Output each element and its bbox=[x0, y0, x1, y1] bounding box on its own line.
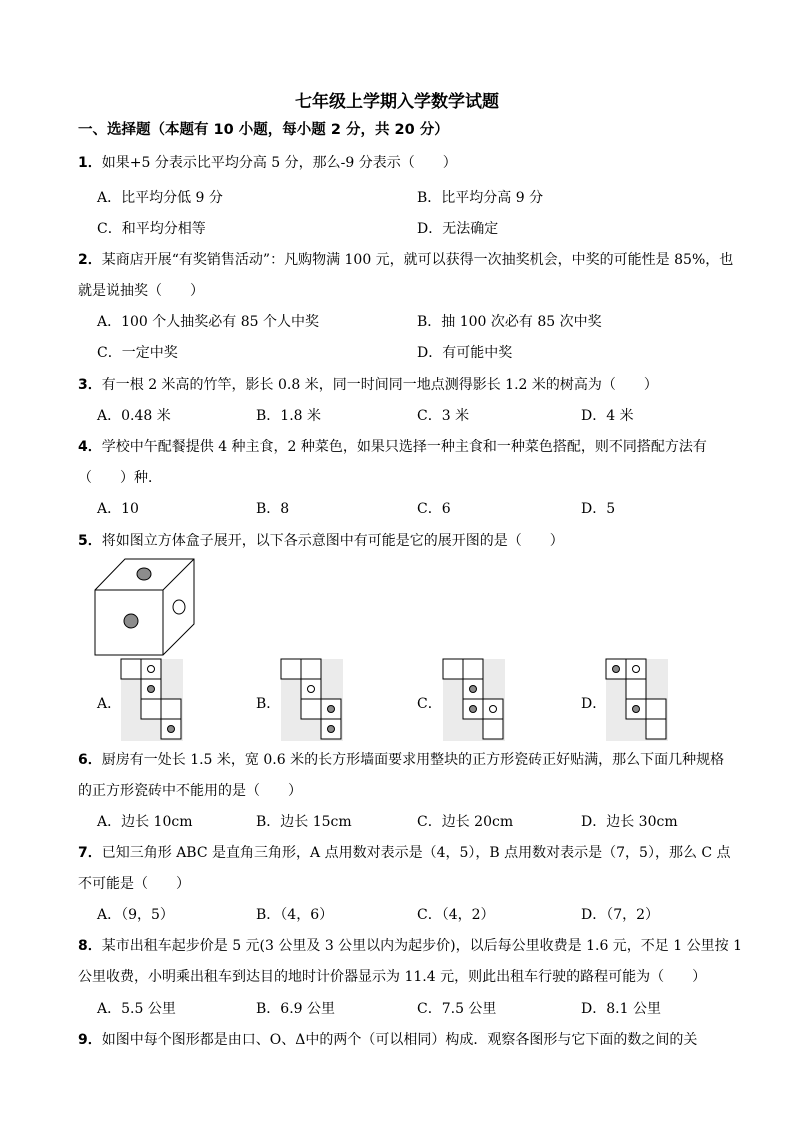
q6-option-c[interactable]: C．边长 20cm bbox=[417, 814, 514, 830]
q4-option-d[interactable]: D．5 bbox=[581, 501, 616, 517]
q5-option-d[interactable]: D． bbox=[581, 696, 607, 712]
q6-option-d[interactable]: D．边长 30cm bbox=[581, 814, 678, 830]
q4-option-b[interactable]: B．8 bbox=[256, 501, 290, 517]
question-9: 9．如图中每个图形都是由口、O、Δ中的两个（可以相同）构成．观察各图形与它下面的数之间的关 bbox=[78, 1032, 698, 1048]
q5-net-c[interactable] bbox=[443, 659, 505, 741]
cube-front-dot bbox=[124, 614, 138, 628]
q1-option-a[interactable]: A．比平均分低 9 分 bbox=[97, 190, 223, 206]
cube-top-dot bbox=[137, 568, 151, 580]
question-4-line-2: （ ）种． bbox=[78, 470, 162, 486]
q8-option-c[interactable]: C．7.5 公里 bbox=[417, 1001, 497, 1017]
q7-option-a[interactable]: A．（9，5） bbox=[97, 907, 174, 923]
q3-option-c[interactable]: C．3 米 bbox=[417, 408, 470, 424]
q8-option-d[interactable]: D．8.1 公里 bbox=[581, 1001, 661, 1017]
question-2: 2．某商店开展“有奖销售活动”：凡购物满 100 元，就可以获得一次抽奖机会，中奖的可能性是 85%，也 bbox=[78, 252, 734, 268]
q6-option-b[interactable]: B．边长 15cm bbox=[256, 814, 352, 830]
question-7: 7．已知三角形 ABC 是直角三角形，A 点用数对表示是（4，5），B 点用数对表示是（7，5），那么 C 点 bbox=[78, 845, 731, 861]
q3-option-a[interactable]: A．0.48 米 bbox=[97, 408, 171, 424]
question-3: 3．有一根 2 米高的竹竿，影长 0.8 米，同一时间同一地点测得影长 1.2 米的树高为（ ） bbox=[78, 377, 658, 393]
question-4: 4．学校中午配餐提供 4 种主食，2 种菜色，如果只选择一种主食和一种菜色搭配，则不同搭配方法有 bbox=[78, 439, 707, 455]
q5-option-b[interactable]: B． bbox=[256, 696, 281, 712]
question-8: 8．某市出租车起步价是 5 元(3 公里及 3 公里以内为起步价)，以后每公里收费是 1.6 元，不足 1 公里按 1 bbox=[78, 938, 742, 954]
q6-option-a[interactable]: A．边长 10cm bbox=[97, 814, 193, 830]
question-6-line-2: 的正方形瓷砖中不能用的是（ ） bbox=[78, 783, 302, 799]
q5-net-d[interactable] bbox=[606, 659, 668, 741]
q5-option-c[interactable]: C． bbox=[417, 696, 442, 712]
q2-option-a[interactable]: A．100 个人抽奖必有 85 个人中奖 bbox=[97, 314, 319, 330]
q4-option-c[interactable]: C．6 bbox=[417, 501, 451, 517]
q8-option-b[interactable]: B．6.9 公里 bbox=[256, 1001, 336, 1017]
q1-option-d[interactable]: D．无法确定 bbox=[417, 221, 499, 237]
question-7-line-2: 不可能是（ ） bbox=[78, 876, 190, 892]
q5-option-a[interactable]: A． bbox=[97, 696, 122, 712]
question-1: 1．如果+5 分表示比平均分高 5 分，那么-9 分表示（ ） bbox=[78, 155, 457, 171]
q1-option-c[interactable]: C．和平均分相等 bbox=[97, 221, 206, 237]
question-6: 6．厨房有一处长 1.5 米，宽 0.6 米的长方形墙面要求用整块的正方形瓷砖正好贴满，那么下面几种规格 bbox=[78, 752, 725, 768]
q2-option-b[interactable]: B．抽 100 次必有 85 次中奖 bbox=[417, 314, 602, 330]
section-heading: 一、选择题（本题有 10 小题，每小题 2 分，共 20 分） bbox=[78, 122, 449, 138]
q7-option-c[interactable]: C．（4，2） bbox=[417, 907, 495, 923]
q8-option-a[interactable]: A．5.5 公里 bbox=[97, 1001, 176, 1017]
q5-net-a[interactable] bbox=[121, 659, 183, 741]
q4-option-a[interactable]: A．10 bbox=[97, 501, 139, 517]
question-2-line-2: 就是说抽奖（ ） bbox=[78, 283, 204, 299]
q3-option-b[interactable]: B．1.8 米 bbox=[256, 408, 322, 424]
q1-option-b[interactable]: B．比平均分高 9 分 bbox=[417, 190, 544, 206]
exam-title: 七年级上学期入学数学试题 bbox=[295, 92, 499, 112]
cube-side-dot bbox=[173, 600, 185, 614]
q2-option-d[interactable]: D．有可能中奖 bbox=[417, 345, 513, 361]
question-8-line-2: 公里收费，小明乘出租车到达目的地时计价器显示为 11.4 元，则此出租车行驶的路程可能为（ ） bbox=[78, 969, 707, 985]
q7-option-d[interactable]: D．（7，2） bbox=[581, 907, 660, 923]
cube-figure bbox=[94, 557, 196, 657]
q3-option-d[interactable]: D．4 米 bbox=[581, 408, 634, 424]
q5-net-b[interactable] bbox=[281, 659, 343, 741]
q2-option-c[interactable]: C．一定中奖 bbox=[97, 345, 178, 361]
question-5: 5．将如图立方体盒子展开，以下各示意图中有可能是它的展开图的是（ ） bbox=[78, 533, 564, 549]
q7-option-b[interactable]: B．（4，6） bbox=[256, 907, 334, 923]
